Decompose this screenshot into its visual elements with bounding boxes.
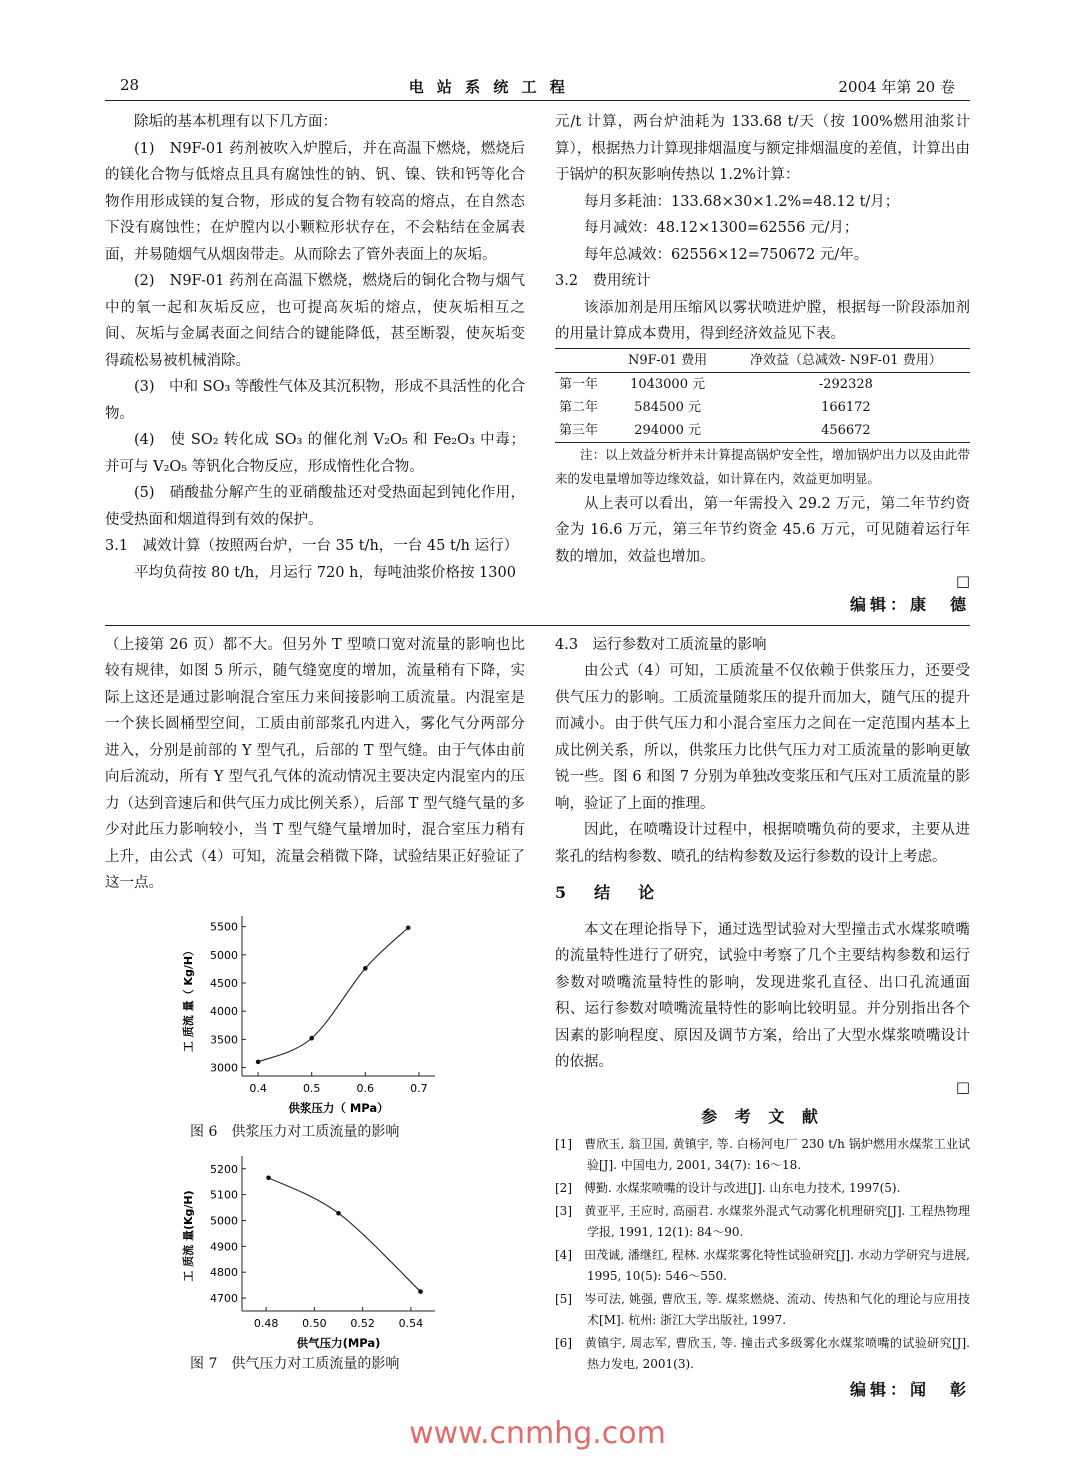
reference: [5] 岑可法, 姚强, 曹欣玉, 等. 煤浆燃烧、流动、传热和气化的理论与应用技术[M]. 杭州: 浙江大学出版社, 1997.	[555, 1292, 970, 1327]
y-tick-label: 4000	[210, 1004, 238, 1018]
paragraph: 由公式（4）可知，工质流量不仅依赖于供浆压力，还要受供气压力的影响。工质流量随浆压的提升而加大，随气压的提升而减小。由于供气压力和小混合室压力之间在一定范围内基本上成比例关系，所以，供浆压力比供气压力对工质流量的影响更敏锐一些。图 6 和图 7 分别为单独改变浆压和气压对工质流量的影响，验证了上面的推理。	[555, 663, 970, 812]
y-tick-label: 4900	[210, 1239, 238, 1253]
y-tick-label: 5000	[210, 948, 238, 962]
y-axis-label: 工 质流 量（ Kg/H）	[182, 944, 195, 1052]
y-tick-label: 5000	[210, 1213, 238, 1227]
data-point	[309, 1035, 314, 1040]
reference: [6] 黄镇宇, 周志军, 曹欣玉, 等. 撞击式多级雾化水煤浆喷嘴的试验研究[J]. 热力发电, 2001(3).	[555, 1336, 970, 1371]
paragraph: (5) 硝酸盐分解产生的亚硝酸盐还对受热面起到钝化作用，使受热面和烟道得到有效的保护。	[105, 485, 525, 528]
y-tick-label: 5200	[210, 1162, 238, 1176]
x-tick-label: 0.7	[410, 1081, 428, 1095]
paragraph: 元/t 计算，两台炉油耗为 133.68 t/天（按 100%燃用油浆计算），根据热力计算现排烟温度与额定排烟温度的差值，计算出由于锅炉的积灰影响传热以 1.2%计算：	[555, 114, 970, 183]
paragraph: (2) N9F-01 药剂在高温下燃烧，燃烧后的铜化合物与烟气中的氧一起和灰垢反应，也可提高灰垢的熔点，使灰垢相互之间、灰垢与金属表面之间结合的键能降低，甚至断裂，使灰垢变得疏松易被机械消除。	[105, 273, 525, 369]
figure-7-chart	[180, 1153, 440, 1353]
table-row: 第二年 584500 元 166172	[559, 399, 871, 415]
references-heading: 参 考 文 献	[701, 1106, 824, 1126]
reference: [3] 黄亚平, 王应时, 高丽君. 水煤浆外混式气动雾化机理研究[J]. 工程热物理学报, 1991, 12(1): 84～90.	[555, 1204, 970, 1239]
bottom-left-column	[105, 632, 525, 1404]
x-tick-label: 0.52	[350, 1316, 375, 1330]
section-heading: 5 结 论	[555, 883, 661, 902]
x-tick-label: 0.6	[356, 1081, 375, 1095]
paragraph: 平均负荷按 80 t/h，月运行 720 h，每吨油浆价格按 1300	[134, 564, 516, 581]
table-row: 第三年 294000 元 456672	[555, 419, 970, 443]
bottom-right-column	[555, 632, 970, 1404]
bottom-section	[105, 632, 970, 1404]
data-point	[418, 1289, 423, 1294]
x-tick-label: 0.48	[253, 1316, 279, 1330]
calc-line: 每年总减效：62556×12=750672 元/年。	[584, 246, 869, 263]
y-tick-label: 5500	[210, 920, 238, 934]
section-heading: 3.2 费用统计	[555, 273, 651, 289]
calc-line: 每月减效：48.12×1300=62556 元/月；	[584, 220, 859, 236]
paragraph: 从上表可以看出，第一年需投入 29.2 万元，第二年节约资金为 16.6 万元，第三年节约资金 45.6 万元，可见随着运行年数的增加，效益也增加。	[555, 495, 970, 565]
data-point	[363, 966, 368, 971]
y-tick-label: 3000	[210, 1061, 238, 1075]
section-rule	[105, 625, 970, 626]
editor-credit: 编辑：闻 彰	[849, 1380, 970, 1399]
paragraph: (1) N9F-01 药剂被吹入炉膛后，并在高温下燃烧，燃烧后的镁化合物与低熔点且具有腐蚀性的钠、钒、镍、铁和钙等化合物作用形成镁的复合物，形成的复合物有较高的熔点，在自然态下没有腐蚀性；在炉膛内以小颗粒形状存在，不会粘结在金属表面，并易随烟气从烟囱带走。从而除去了管外表面上的灰垢。	[105, 140, 525, 263]
y-tick-label: 4500	[210, 976, 238, 990]
figure-7-caption: 图 7 供气压力对工质流量的影响	[190, 1355, 400, 1372]
x-axis-label: 供气压力(MPa)	[296, 1335, 381, 1350]
x-tick-label: 0.50	[302, 1316, 327, 1330]
header-rule	[105, 100, 970, 101]
x-tick-label: 0.4	[249, 1081, 267, 1095]
y-tick-label: 3500	[210, 1032, 238, 1046]
data-point	[266, 1175, 271, 1180]
issue: 2004 年第 20 卷	[838, 78, 955, 96]
reference: [1] 曹欣玉, 翁卫国, 黄镇宇, 等. 白杨河电厂 230 t/h 锅炉燃用水煤浆工业试验[J]. 中国电力, 2001, 34(7): 16～18.	[555, 1137, 970, 1172]
paragraph: (4) 使 SO₂ 转化成 SO₃ 的催化剂 V₂O₅ 和 Fe₂O₃ 中毒；并可与 V₂O₅ 等钒化合物反应，形成惰性化合物。	[105, 432, 525, 475]
paragraph: (3) 中和 SO₃ 等酸性气体及其沉积物，形成不具活性的化合物。	[105, 379, 525, 422]
y-tick-label: 5100	[210, 1188, 238, 1202]
reference: [2] 傅勤. 水煤浆喷嘴的设计与改进[J]. 山东电力技术, 1997(5).	[555, 1181, 901, 1195]
data-point	[256, 1059, 261, 1064]
references	[555, 1134, 970, 1375]
top-right-column	[555, 109, 970, 619]
watermark: www.cnmhg.com	[409, 1415, 666, 1451]
y-axis-label: 工 质流 量(Kg/H)	[182, 1189, 195, 1282]
data-point	[406, 925, 411, 930]
col-header: N9F-01 费用	[628, 352, 708, 368]
figure-6-chart	[180, 911, 440, 1121]
data-point	[336, 1210, 341, 1215]
y-tick-label: 4800	[210, 1265, 238, 1279]
top-left-column	[105, 109, 525, 619]
top-section	[105, 109, 970, 619]
figure-6-caption: 图 6 供浆压力对工质流量的影响	[190, 1123, 400, 1140]
running-header	[105, 76, 970, 100]
benefit-table	[555, 348, 970, 443]
x-tick-label: 0.5	[302, 1081, 321, 1095]
y-tick-label: 4700	[210, 1291, 238, 1305]
journal-title: 电 站 系 统 工 程	[408, 78, 569, 96]
paragraph: （上接第 26 页）都不大。但另外 T 型喷口宽对流量的影响也比较有规律，如图 5 所示，随气缝宽度的增加，流量稍有下降，实际上这还是通过影响混合室压力来间接影响工质流量。内混室是一个狭长圆桶型空间，工质由前部浆孔内进入，雾化气分两部分进入，分别是前部的 Y 型气孔，后部的 T 型气缝。由于气体由前向后流动，所有 Y 型气孔气体的流动情况主要决定内混室内的压力（达到音速后和供气压力成比例关系），后部 T 型气缝气量的多少对此压力影响较小，当 T 型气缝气量增加时，混合室压力稍有上升，由公式（4）可知，流量会稍微下降，试验结果正好验证了这一点。	[105, 636, 525, 891]
section-heading: 4.3 运行参数对工质流量的影响	[555, 636, 767, 653]
editor-credit: 编辑：康 德	[849, 595, 970, 614]
paragraph: 除垢的基本机理有以下几方面：	[134, 114, 337, 130]
end-mark: □	[955, 572, 970, 590]
paragraph: 本文在理论指导下，通过选型试验对大型撞击式水煤浆喷嘴的流量特性进行了研究，试验中考察了几个主要结构参数和运行参数对喷嘴流量特性的影响，发现进浆孔直径、出口孔流通面积、运行参数对喷嘴流量特性的影响比较明显。并分别指出各个因素的影响程度、原因及调节方案，给出了大型水煤浆喷嘴设计的依据。	[555, 921, 970, 1070]
table-note: 注：以上效益分析并未计算提高锅炉安全性，增加锅炉出力以及由此带来的发电量增加等边缘效益，如计算在内，效益更加明显。	[555, 446, 970, 486]
paragraph: 因此，在喷嘴设计过程中，根据喷嘴负荷的要求，主要从进浆孔的结构参数、喷孔的结构参数及运行参数的设计上考虑。	[555, 822, 970, 865]
fit-curve	[258, 927, 408, 1061]
x-axis-label: 供浆压力（ MPa）	[288, 1100, 389, 1115]
page-number: 28	[120, 76, 140, 94]
section-heading: 3.1 减效计算（按照两台炉，一台 35 t/h，一台 45 t/h 运行）	[105, 538, 519, 554]
paragraph: 该添加剂是用压缩风以雾状喷进炉膛，根据每一阶段添加剂的用量计算成本费用，得到经济效益见下表。	[555, 299, 970, 342]
col-header: 净效益（总减效- N9F-01 费用）	[750, 352, 942, 368]
calc-line: 每月多耗油：133.68×30×1.2%=48.12 t/月；	[584, 193, 900, 210]
reference: [4] 田茂诚, 潘继红, 程林. 水煤浆雾化特性试验研究[J]. 水动力学研究与进展, 1995, 10(5): 546～550.	[555, 1248, 970, 1283]
end-mark: □	[955, 1077, 970, 1096]
fit-curve	[269, 1177, 421, 1291]
x-tick-label: 0.54	[398, 1316, 424, 1330]
table-row: 第一年 1043000 元 -292328	[559, 376, 873, 392]
